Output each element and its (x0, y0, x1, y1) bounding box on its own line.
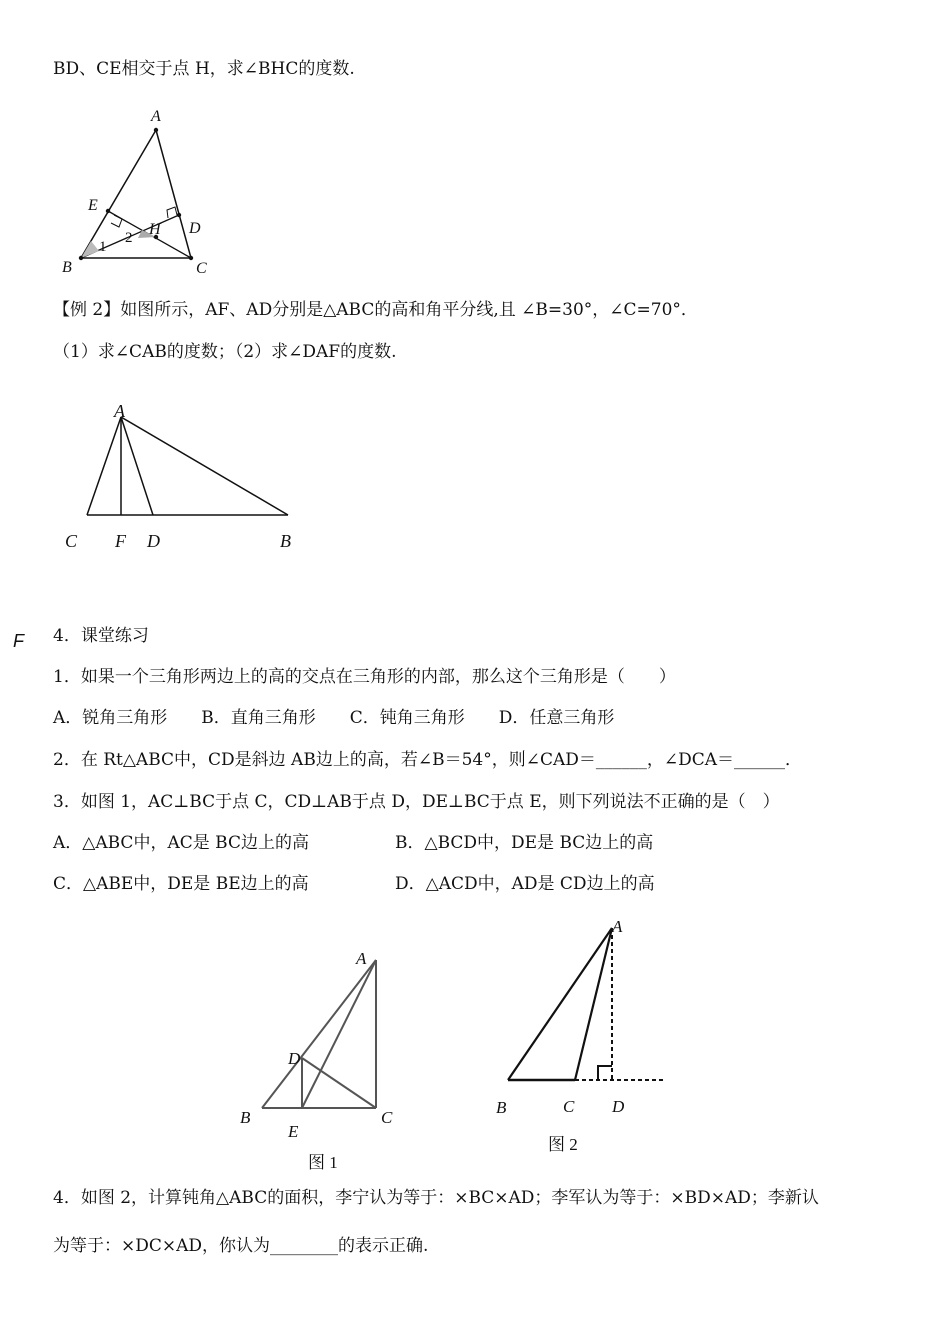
fig1-label-e: E (288, 1122, 299, 1141)
fig-ex2-label-a: A (114, 401, 125, 421)
fig1-label-d: D (288, 1049, 301, 1068)
practice-heading: 4．课堂练习 (53, 626, 149, 646)
fig-ex2-label-b: B (280, 531, 291, 551)
practice-q1-options: A．锐角三角形 B．直角三角形 C．钝角三角形 D．任意三角形 (53, 708, 615, 728)
fig-ex2-label-f: F (115, 531, 126, 551)
intro-line: BD、CE相交于点 H，求∠BHC的度数. (53, 59, 355, 79)
example2-line1: 【例 2】如图所示，AF、AD分别是△ABC的高和角平分线,且 ∠B=30°，∠C=70°． (53, 300, 698, 320)
figure-1 (230, 940, 420, 1175)
fig-top-label-2: 2 (125, 230, 133, 246)
practice-q3-option-c: C．△ABE中，DE是 BE边上的高 (53, 874, 309, 894)
figure-example2 (55, 395, 315, 560)
practice-q1: 1．如果一个三角形两边上的高的交点在三角形的内部，那么这个三角形是（ ） (53, 667, 676, 687)
example2-line2: （1）求∠CAB的度数；（2）求∠DAF的度数. (53, 342, 397, 362)
practice-q4-line2: 为等于：×DC×AD，你认为________的表示正确. (53, 1236, 429, 1256)
figure-triangle-altitudes (50, 100, 240, 285)
practice-q3-option-b: B．△BCD中，DE是 BC边上的高 (395, 833, 654, 853)
figure-2 (480, 910, 680, 1160)
practice-q4-line1: 4．如图 2，计算钝角△ABC的面积，李宁认为等于：×BC×AD；李军认为等于：×BD×AD；李新认 (53, 1188, 819, 1208)
fig-top-label-c: C (196, 260, 207, 277)
fig-top-label-a: A (151, 108, 161, 125)
fig2-label-a: A (612, 917, 623, 936)
fig1-label-c: C (381, 1108, 393, 1127)
fig1-label-a: A (356, 949, 367, 968)
fig1-caption: 图 1 (308, 1153, 338, 1172)
fig-top-label-d: D (189, 220, 201, 237)
practice-q3-option-d: D．△ACD中，AD是 CD边上的高 (395, 874, 655, 894)
fig2-label-d: D (612, 1097, 625, 1116)
fig-ex2-label-d: D (147, 531, 160, 551)
fig2-label-b: B (496, 1098, 507, 1117)
fig-top-label-1: 1 (99, 239, 107, 255)
practice-q3-option-a: A．△ABC中，AC是 BC边上的高 (53, 833, 309, 853)
fig2-label-c: C (563, 1097, 575, 1116)
fig1-label-b: B (240, 1108, 251, 1127)
practice-q2: 2．在 Rt△ABC中，CD是斜边 AB边上的高，若∠B＝54°，则∠CAD＝______，∠DCA＝______． (53, 750, 803, 770)
fig-ex2-label-c: C (65, 531, 78, 551)
fig-top-label-b: B (62, 259, 72, 276)
practice-q3: 3．如图 1，AC⊥BC于点 C，CD⊥AB于点 D，DE⊥BC于点 E，则下列说法不正确的是（ ） (53, 792, 780, 812)
side-marker: F (13, 631, 24, 651)
fig2-caption: 图 2 (548, 1135, 578, 1154)
fig-top-label-e: E (88, 197, 98, 214)
fig-top-label-h: H (149, 221, 161, 238)
